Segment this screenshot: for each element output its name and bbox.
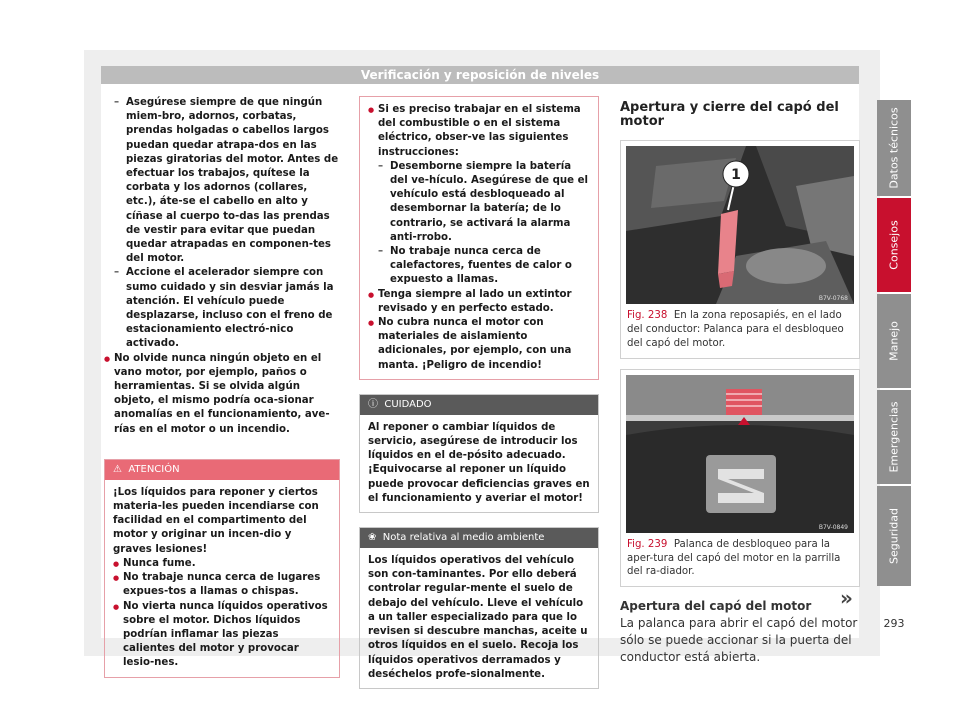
- warning-box: [104, 459, 340, 678]
- column-2: [359, 96, 599, 703]
- figure-239-caption: [621, 533, 859, 586]
- tab-label: Emergencias: [887, 401, 901, 473]
- figure-code: B7V-0849: [818, 523, 848, 531]
- figure-239-image: [626, 375, 854, 533]
- warning-triangle-icon: ⚠: [113, 463, 122, 475]
- warning-item: ● Nunca fume.: [113, 557, 331, 571]
- section-title: Apertura y cierre del capó del motor: [620, 100, 839, 130]
- flower-icon: ❀: [368, 532, 377, 544]
- environment-text: Los líquidos operativos del vehículo son con-taminantes. Por ello deberá controlar regular-mente el suelo de debajo del vehículo. Lleve el vehículo a un taller especializado para que lo revisen si descubre manchas, aceite u otros líquidos en el suelo. Recoja los líquidos operativos derramados y deséchelos profe-sionalmente.: [368, 555, 588, 680]
- column-3: [610, 96, 858, 666]
- environment-title: Nota relativa al medio ambiente: [382, 532, 545, 544]
- figure-239: [620, 369, 860, 587]
- bullet-item: ● Si es preciso trabajar en el sistema del combustible o en el sistema eléctrico, obser-ve las siguientes instrucciones:: [368, 103, 590, 160]
- dash-item: – Asegúrese siempre de que ningún miem-bro, adornos, corbatas, prendas holgadas o cabellos largos puedan quedar atrapa-dos en las piezas giratorias del motor. Antes de efectuar los trabajos, quítese la corbata y los adornos (collares, etc.), áte-se el cabello en alto y cíñase al cuerpo to-das las prendas de vestir para evitar que puedan quedar atrapadas en componen-tes del motor.: [104, 96, 340, 266]
- figure-marker: 1: [731, 167, 741, 184]
- subsection-title: Apertura del capó del motor: [620, 599, 812, 614]
- caution-box: [359, 394, 599, 513]
- tab-label: Seguridad: [887, 508, 901, 564]
- dash-item: – No trabaje nunca cerca de calefactores, fuentes de calor o expuesto a llamas.: [368, 245, 590, 288]
- caution-box-header: [360, 395, 598, 415]
- caution-title: CUIDADO: [384, 398, 432, 410]
- figure-label: Fig. 239: [627, 538, 668, 550]
- bullet-item: ● Tenga siempre al lado un extintor revisado y en perfecto estado.: [368, 288, 590, 316]
- column-1: [104, 96, 340, 692]
- environment-box: [359, 527, 599, 689]
- figure-code: B7V-0768: [818, 295, 848, 303]
- warning-continued-box: [359, 96, 599, 380]
- figure-label: Fig. 238: [627, 310, 668, 322]
- figure-caption-text: Palanca de desbloqueo para la aper-tura del capó del motor en la parrilla del ra-diador.: [627, 538, 841, 578]
- warning-item: ● No vierta nunca líquidos operativos sobre el motor. Dichos líquidos podrían inflamar las piezas calientes del motor y provocar lesio-nes.: [113, 600, 331, 671]
- warning-box-body: [105, 480, 339, 677]
- bullet-item: ● No cubra nunca el motor con materiales de aislamiento adicionales, por ejemplo, con una manta. ¡Peligro de incendio!: [368, 316, 590, 373]
- tab-consejos[interactable]: [877, 198, 911, 292]
- warning-item: ● No trabaje nunca cerca de lugares expues-tos a llamas o chispas.: [113, 571, 331, 599]
- body-text: La palanca para abrir el capó del motor sólo se puede accionar si la puerta del conductor está abierta.: [620, 616, 858, 665]
- footwell-illustration: [626, 146, 854, 304]
- tab-manejo[interactable]: [877, 294, 911, 388]
- page-header: Verificación y reposición de niveles: [101, 66, 859, 84]
- figure-238: [620, 140, 860, 358]
- tab-label: Manejo: [887, 321, 901, 361]
- dash-item: – Desemborne siempre la batería del ve-hículo. Asegúrese de que el vehículo está desbloqueado al desembornar la batería; de lo contrario, se activará la alarma anti-rrobo.: [368, 160, 590, 245]
- warning-box-header: [105, 460, 339, 480]
- bullet-item: ● No olvide nunca ningún objeto en el vano motor, por ejemplo, paños o herramientas. Si se olvida algún objeto, el mismo podría oca-sionar anomalías en el funcionamiento, ave-rías en el motor o un incendio.: [104, 352, 340, 437]
- tab-label: Consejos: [887, 220, 901, 270]
- figure-238-caption: [621, 304, 859, 357]
- tab-label: Datos técnicos: [887, 107, 901, 189]
- tab-datos-tecnicos[interactable]: [877, 100, 911, 196]
- continue-arrows: »: [840, 586, 853, 610]
- warning-title: ATENCIÓN: [128, 463, 180, 475]
- page-number: 293: [883, 617, 905, 630]
- figure-caption-text: En la zona reposapiés, en el lado del conductor: Palanca para el desbloqueo del capó del motor.: [627, 310, 844, 349]
- warning-intro: ¡Los líquidos para reponer y ciertos materia-les pueden incendiarse con facilidad en el compartimento del motor y originar un incen-dio y graves lesiones!: [113, 486, 319, 555]
- info-circle-icon: ⓘ: [368, 398, 378, 410]
- tab-seguridad[interactable]: [877, 486, 911, 586]
- caution-text: Al reponer o cambiar líquidos de servicio, asegúrese de introducir los líquidos en el de-pósito adecuado. ¡Equivocarse al reponer un líquido puede provocar deficiencias graves en el funcionamiento y averiar el motor!: [368, 421, 590, 504]
- tab-emergencias[interactable]: [877, 390, 911, 484]
- grille-illustration: [626, 375, 854, 533]
- dash-item: – Accione el acelerador siempre con sumo cuidado y sin desviar jamás la atención. El vehículo puede desplazarse, incluso con el freno de estacionamiento electró-nico activado.: [104, 266, 340, 351]
- environment-box-header: [360, 528, 598, 548]
- figure-238-image: [626, 146, 854, 304]
